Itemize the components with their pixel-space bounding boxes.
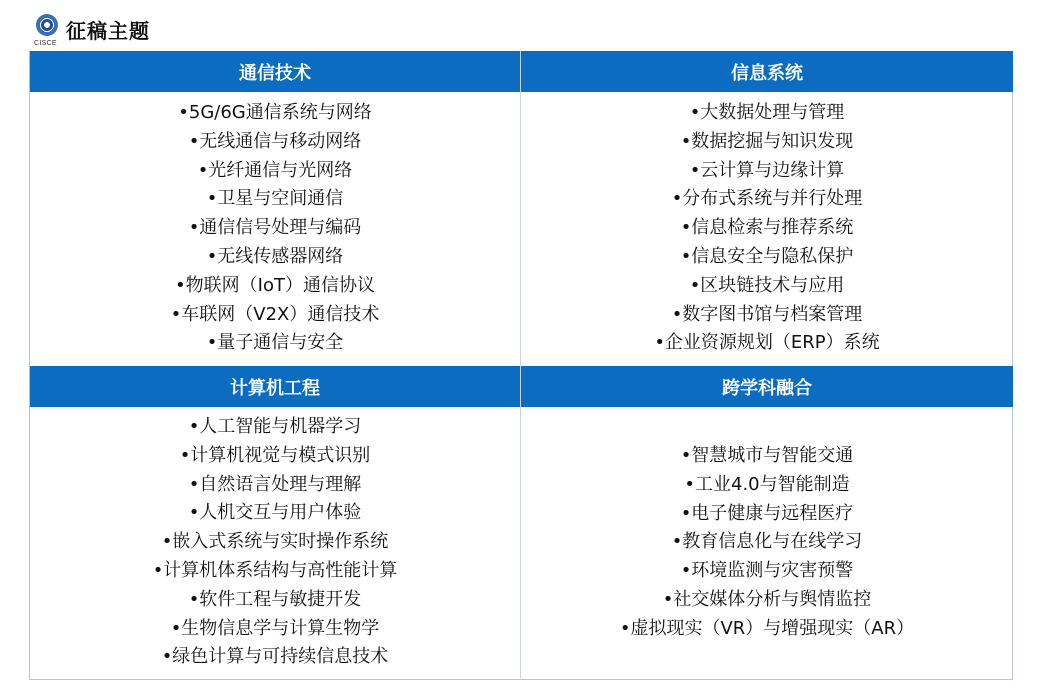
- logo-text: CISCE: [34, 40, 57, 47]
- topic-item: •分布式系统与并行处理: [671, 188, 863, 210]
- topic-item: •大数据处理与管理: [689, 102, 845, 123]
- topic-item: •电子健康与远程医疗: [680, 502, 854, 524]
- section-header-interdisciplinary: 跨学科融合: [521, 366, 1013, 407]
- topic-item: •物联网（IoT）通信协议: [175, 274, 375, 296]
- topic-item: •无线通信与移动网络: [188, 130, 362, 152]
- topic-item: •智慧城市与智能交通: [680, 445, 854, 466]
- topic-item: •软件工程与敏捷开发: [188, 588, 362, 610]
- topic-item: •区块链技术与应用: [689, 274, 845, 296]
- topic-item: •车联网（V2X）通信技术: [170, 303, 380, 325]
- topic-item: •信息检索与推荐系统: [680, 217, 854, 239]
- logo-ring-icon: [36, 14, 58, 36]
- section-body-communications: [30, 99, 520, 365]
- topic-item: •5G/6G通信系统与网络: [178, 102, 372, 123]
- section-header-information-systems: 信息系统: [521, 51, 1013, 92]
- topic-item: •社交媒体分析与舆情监控: [662, 588, 872, 610]
- section-body-computer-engineering: [30, 413, 520, 679]
- topic-item: •人工智能与机器学习: [188, 416, 362, 437]
- topic-item: •企业资源规划（ERP）系统: [654, 332, 880, 354]
- topic-item: •自然语言处理与理解: [188, 473, 362, 495]
- topic-item: •人机交互与用户体验: [188, 502, 362, 524]
- topic-item: •嵌入式系统与实时操作系统: [161, 531, 389, 553]
- topic-item: •光纤通信与光网络: [197, 159, 353, 181]
- topic-item: •虚拟现实（VR）与增强现实（AR）: [619, 617, 915, 639]
- section-body-interdisciplinary: [521, 442, 1013, 678]
- section-header-communications: 通信技术: [30, 51, 520, 92]
- topic-item: •通信信号处理与编码: [188, 217, 362, 239]
- topic-item: •生物信息学与计算生物学: [170, 617, 380, 639]
- topic-item: •数据挖掘与知识发现: [680, 130, 854, 152]
- topic-item: •工业4.0与智能制造: [684, 473, 850, 495]
- topic-item: •计算机视觉与模式识别: [179, 444, 371, 466]
- topic-item: •教育信息化与在线学习: [671, 531, 863, 553]
- topic-item: •绿色计算与可持续信息技术: [161, 646, 389, 668]
- topic-item: •环境监测与灾害预警: [680, 560, 854, 582]
- section-header-computer-engineering: 计算机工程: [30, 366, 520, 407]
- topic-item: •卫星与空间通信: [206, 188, 344, 210]
- topics-table: [29, 51, 1013, 680]
- page-title: 征稿主题: [66, 19, 150, 43]
- topic-item: •云计算与边缘计算: [689, 159, 845, 181]
- topic-item: •数字图书馆与档案管理: [671, 303, 863, 325]
- topic-item: •量子通信与安全: [206, 332, 344, 354]
- topic-item: •无线传感器网络: [206, 245, 344, 267]
- topic-item: •计算机体系结构与高性能计算: [152, 559, 398, 581]
- page-header: [34, 14, 150, 52]
- topic-item: •信息安全与隐私保护: [680, 245, 854, 267]
- cisce-logo: [34, 14, 62, 52]
- section-body-information-systems: [521, 99, 1013, 365]
